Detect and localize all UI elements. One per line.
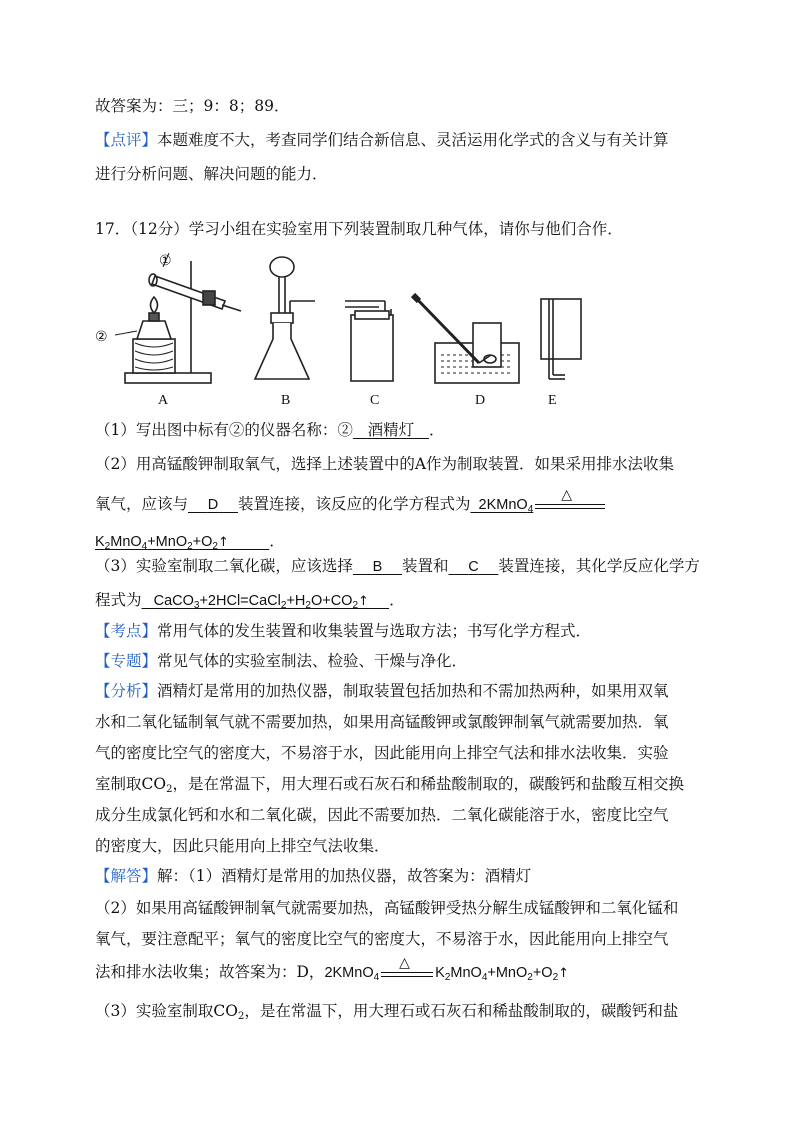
label-a: A [158, 393, 169, 408]
part-3-line-1: （3）实验室制取二氧化碳，应该选择 B 装置和 C 装置连接，其化学反应化学方 [95, 557, 700, 575]
jieda-line-1: 【解答】解：（1）酒精灯是常用的加热仪器，故答案为：酒精灯 [95, 867, 532, 885]
apparatus-figure [95, 243, 635, 393]
question-17-title: 17．（12分）学习小组在实验室用下列装置制取几种气体，请你与他们合作． [95, 220, 623, 238]
part-2-line-3: $K_2MnO_4+MnO_2+O_2↑$ ． [95, 532, 285, 552]
fenxi-line-2: 水和二氧化锰制氧气就不需要加热，如果用高锰酸钾或氯酸钾制氧气就需要加热．氧 [95, 713, 669, 731]
apparatus-d [413, 295, 519, 383]
kaodian-line: 【考点】常用气体的发生装置和收集装置与选取方法；书写化学方程式． [95, 622, 592, 640]
jieda-line-2: （2）如果用高锰酸钾制氧气就需要加热，高锰酸钾受热分解生成锰酸钾和二氧化锰和 [95, 899, 679, 917]
mark-1: ① [159, 253, 172, 269]
part-1: （1）写出图中标有②的仪器名称：② 酒精灯 ． [95, 421, 445, 439]
part-2-line-2: 氧气，应该与 D 装置连接，该反应的化学方程式为 2KMnO$_4$ △ [95, 493, 607, 521]
apparatus-e [541, 299, 581, 379]
comment-line-2: 进行分析问题、解决问题的能力． [95, 165, 328, 183]
answer-1: 酒精灯 [367, 421, 415, 439]
label-b: B [281, 393, 291, 408]
zhuanti-line: 【专题】常见气体的实验室制法、检验、干燥与净化． [95, 652, 468, 670]
jieda-line-4: 法和排水法收集；故答案为：D，2KMnO$_4$ △ $K_2MnO_4+MnO_2+O_2↑$ [95, 955, 570, 983]
apparatus-b [255, 257, 315, 379]
mark-2: ② [95, 329, 108, 345]
jieda-line-5: （3）实验室制取$CO_2$，是在常温下，用大理石或石灰石和稀盐酸制取的，碳酸钙和盐 [95, 1002, 679, 1022]
apparatus-a [115, 253, 241, 383]
comment-line: 【点评】本题难度不大，考查同学们结合新信息、灵活运用化学式的含义与有关计算 [95, 131, 669, 149]
fenxi-line-6: 的密度大，因此只能用向上排空气法收集． [95, 837, 390, 855]
answer-line-16: 故答案为：三；9：8；89． [95, 97, 290, 115]
fenxi-line-4: 室制取$CO_2$，是在常温下，用大理石或石灰石和稀盐酸制取的，碳酸钙和盐酸互相交换 [95, 775, 684, 795]
label-e: E [548, 393, 557, 408]
fenxi-line-3: 气的密度比空气的密度大，不易溶于水，因此能用向上排空气法和排水法收集．实验 [95, 744, 669, 762]
part-2-line-1: （2）用高锰酸钾制取氧气，选择上述装置中的A作为制取装置．如果采用排水法收集 [95, 455, 675, 473]
jieda-line-3: 氧气，要注意配平；氧气的密度比空气的密度大，不易溶于水，因此能用向上排空气 [95, 930, 669, 948]
part-3-line-2: 程式为 $CaCO_3+2HCl=CaCl_2+H_2O+CO_2↑$ ． [95, 591, 405, 611]
label-d: D [475, 393, 486, 408]
fenxi-line-1: 【分析】酒精灯是常用的加热仪器，制取装置包括加热和不需加热两种，如果用双氧 [95, 682, 669, 700]
fenxi-line-5: 成分生成氯化钙和水和二氧化碳，因此不需要加热．二氧化碳能溶于水，密度比空气 [95, 806, 669, 824]
comment-tag: 【点评】 [95, 131, 158, 149]
apparatus-c [345, 301, 393, 381]
label-c: C [370, 393, 380, 408]
